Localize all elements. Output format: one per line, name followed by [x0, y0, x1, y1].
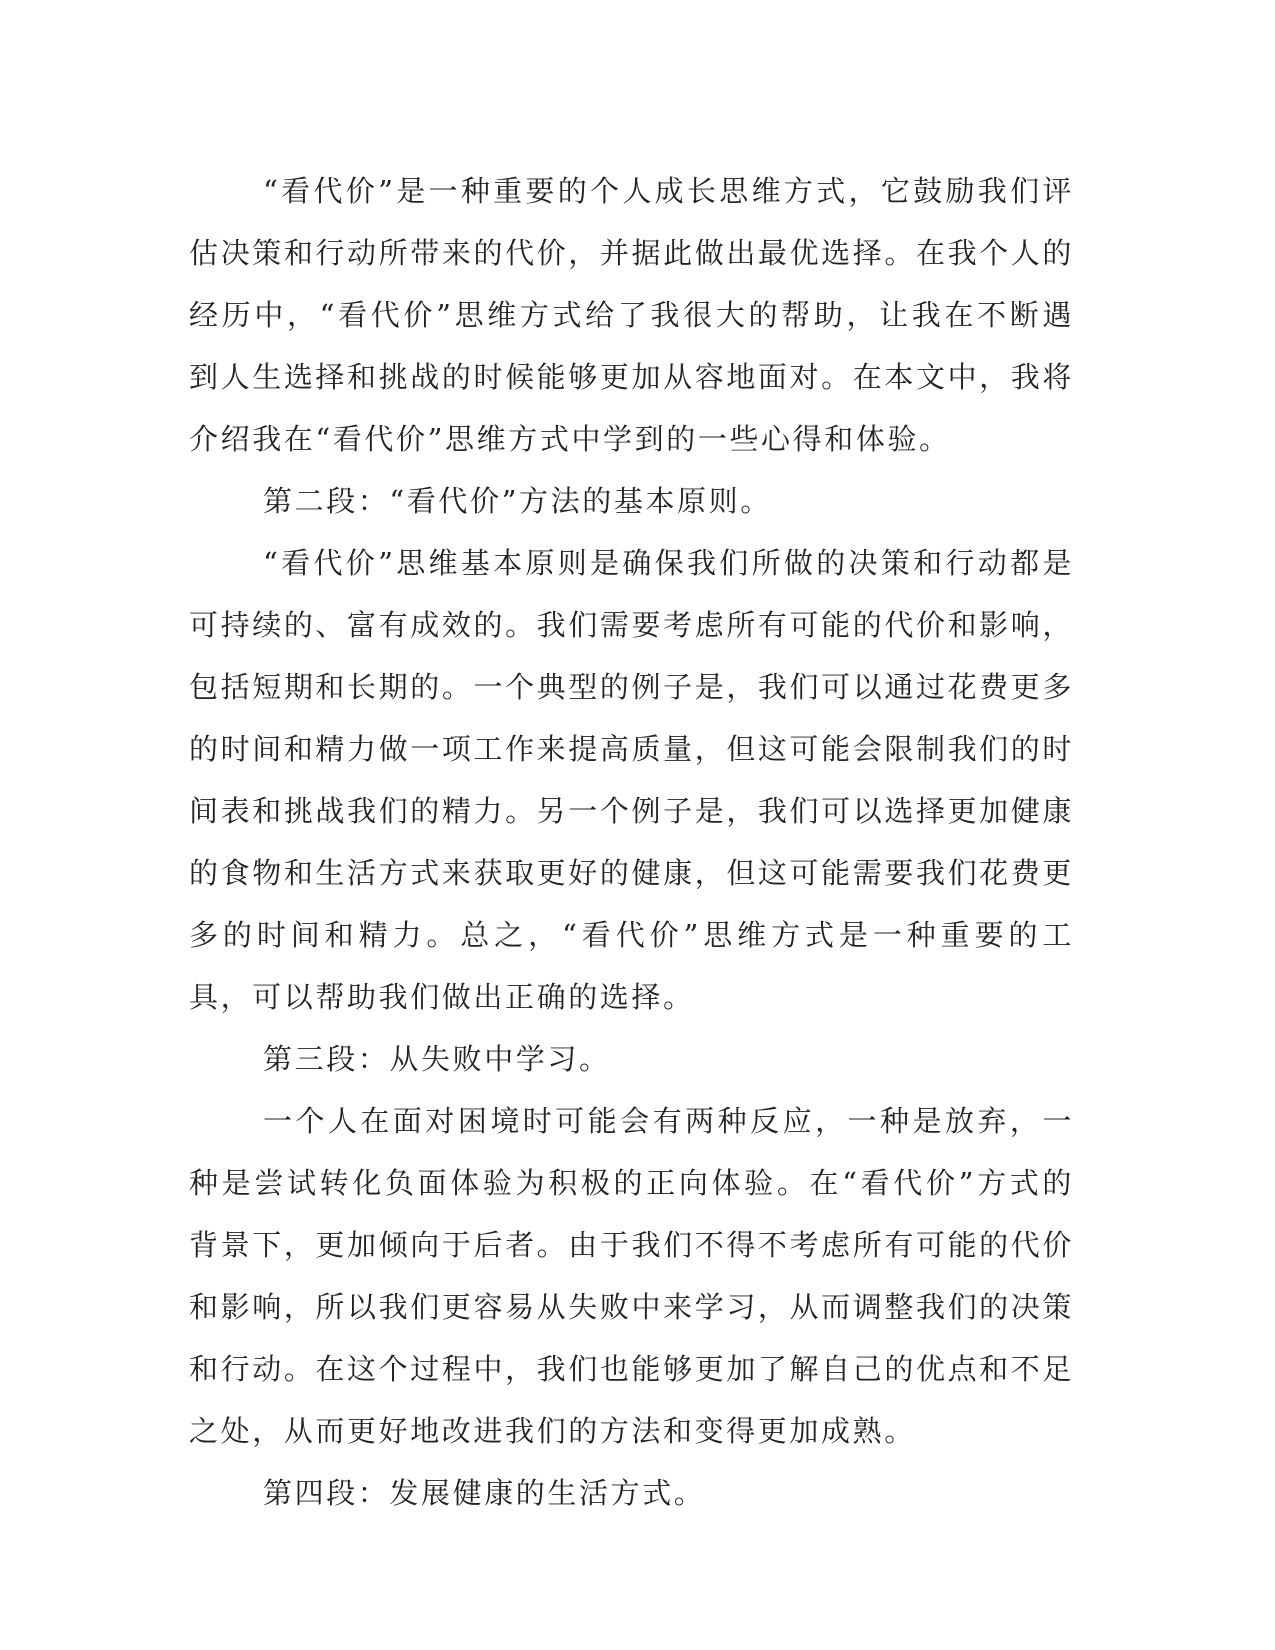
document-body [189, 160, 1074, 1524]
section-3-paragraph: 一个人在面对困境时可能会有两种反应，一种是放弃，一种是尝试转化负面体验为积极的正向体验。在“看代价”方式的背景下，更加倾向于后者。由于我们不得不考虑所有可能的代价和影响，所以我们更容易从失败中来学习，从而调整我们的决策和行动。在这个过程中，我们也能够更加了解自己的优点和不足之处，从而更好地改进我们的方法和变得更加成熟。 [189, 1104, 1074, 1448]
section-2-heading: 第二段：“看代价”方法的基本原则。 [263, 484, 772, 518]
section-2-paragraph: “看代价”思维基本原则是确保我们所做的决策和行动都是可持续的、富有成效的。我们需要考虑所有可能的代价和影响，包括短期和长期的。一个典型的例子是，我们可以通过花费更多的时间和精力做一项工作来提高质量，但这可能会限制我们的时间表和挑战我们的精力。另一个例子是，我们可以选择更加健康的食物和生活方式来获取更好的健康，但这可能需要我们花费更多的时间和精力。总之，“看代价”思维方式是一种重要的工具，可以帮助我们做出正确的选择。 [189, 546, 1074, 1014]
section-3-heading: 第三段：从失败中学习。 [263, 1042, 611, 1076]
intro-paragraph: “看代价”是一种重要的个人成长思维方式，它鼓励我们评估决策和行动所带来的代价，并据此做出最优选择。在我个人的经历中，“看代价”思维方式给了我很大的帮助，让我在不断遇到人生选择和挑战的时候能够更加从容地面对。在本文中，我将介绍我在“看代价”思维方式中学到的一些心得和体验。 [189, 174, 1074, 456]
section-4-heading: 第四段：发展健康的生活方式。 [263, 1476, 706, 1510]
